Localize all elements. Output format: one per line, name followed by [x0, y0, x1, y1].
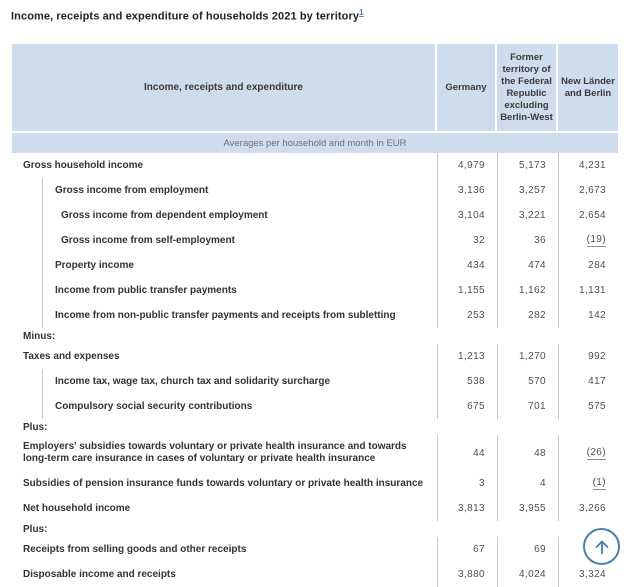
cell-value: 5,173	[497, 153, 558, 178]
cell-value: 1,162	[497, 278, 558, 303]
cell-value: 282	[497, 303, 558, 328]
row-label: Gross income from dependent employment	[42, 203, 437, 228]
table-row	[12, 203, 618, 228]
cell-value: 3,955	[497, 496, 558, 521]
cell-value: 4,231	[558, 153, 618, 178]
households-income-table	[12, 44, 618, 587]
cell-value: 3,136	[437, 178, 497, 203]
page-title-text: Income, receipts and expenditure of households 2021 by territory	[11, 10, 360, 23]
cell-value: 701	[497, 394, 558, 419]
cell-value: 1,213	[437, 344, 497, 369]
cell-value: 1,270	[497, 344, 558, 369]
table-row	[12, 253, 618, 278]
table-body	[12, 153, 618, 587]
table-subheader: Averages per household and month in EUR	[12, 133, 618, 153]
table-row	[12, 562, 618, 587]
table-row	[12, 303, 618, 328]
cell-value: 4,979	[437, 153, 497, 178]
row-label: Disposable income and receipts	[23, 568, 176, 580]
row-label: Gross income from self-employment	[42, 228, 437, 253]
cell-value: 2,673	[558, 178, 618, 203]
table-row	[12, 278, 618, 303]
page-title	[11, 8, 364, 23]
table-row	[12, 178, 618, 203]
group-label-row	[12, 419, 618, 435]
cell-value: 67	[437, 537, 497, 562]
row-label: Income from public transfer payments	[42, 278, 437, 303]
row-label: Subsidies of pension insurance funds towards voluntary or private health insurance	[23, 477, 424, 489]
group-label: Minus:	[23, 330, 56, 342]
cell-value: 3,257	[497, 178, 558, 203]
cell-value: 4,024	[497, 562, 558, 587]
table-row	[12, 394, 618, 419]
cell-value: 3,813	[437, 496, 497, 521]
cell-value	[558, 435, 618, 471]
cell-value: 474	[497, 253, 558, 278]
cell-value: 1,155	[437, 278, 497, 303]
cell-value: 253	[437, 303, 497, 328]
cell-value: 3,221	[497, 203, 558, 228]
table-row	[12, 228, 618, 253]
row-label: Income tax, wage tax, church tax and solidarity surcharge	[42, 369, 437, 394]
table-header-row	[12, 44, 618, 131]
table-row	[12, 537, 618, 562]
table-row	[12, 435, 618, 471]
cell-value: 538	[437, 369, 497, 394]
column-header-former-territory: Former territory of the Federal Republic excluding Berlin-West	[497, 44, 556, 131]
cell-value	[558, 471, 618, 496]
row-label: Compulsory social security contributions	[42, 394, 437, 419]
cell-value: 4	[497, 471, 558, 496]
group-label-row	[12, 328, 618, 344]
group-label: Plus:	[23, 421, 48, 433]
cell-value: 570	[497, 369, 558, 394]
cell-value: 3	[437, 471, 497, 496]
table-row	[12, 153, 618, 178]
table-row	[12, 496, 618, 521]
cell-value: 992	[558, 344, 618, 369]
cell-value: 675	[437, 394, 497, 419]
cell-value: 2,654	[558, 203, 618, 228]
row-label: Employers' subsidies towards voluntary or private health insurance and towards long-term care insurance in cases of voluntary or private health insurance	[23, 441, 407, 464]
cell-value: 44	[437, 435, 497, 471]
scroll-to-top-button[interactable]	[583, 528, 620, 565]
cell-value: 3,104	[437, 203, 497, 228]
row-label: Income from non-public transfer payments and receipts from subletting	[42, 303, 437, 328]
footnote-link[interactable]: 1	[359, 8, 364, 17]
qualified-value: (1)	[592, 477, 606, 488]
row-label: Gross household income	[23, 159, 144, 171]
cell-value: 32	[437, 228, 497, 253]
cell-value: 36	[497, 228, 558, 253]
row-label: Gross income from employment	[42, 178, 437, 203]
cell-value: 417	[558, 369, 618, 394]
arrow-up-icon	[591, 536, 613, 558]
cell-value: 3,266	[558, 496, 618, 521]
cell-value: 284	[558, 253, 618, 278]
cell-value: 1,131	[558, 278, 618, 303]
cell-value: 575	[558, 394, 618, 419]
column-header-germany: Germany	[437, 44, 495, 131]
table-row	[12, 344, 618, 369]
table-row	[12, 471, 618, 496]
group-label-row	[12, 521, 618, 537]
cell-value: 3,324	[558, 562, 618, 587]
column-header-label: Income, receipts and expenditure	[12, 44, 435, 131]
row-label: Property income	[42, 253, 437, 278]
qualified-value: (19)	[586, 234, 606, 245]
cell-value: 69	[497, 537, 558, 562]
row-label: Taxes and expenses	[23, 350, 120, 362]
table-row	[12, 369, 618, 394]
cell-value: 434	[437, 253, 497, 278]
cell-value: 142	[558, 303, 618, 328]
column-header-new-laender: New Länder and Berlin	[558, 44, 618, 131]
row-label: Receipts from selling goods and other receipts	[23, 543, 247, 555]
cell-value: 3,880	[437, 562, 497, 587]
group-label: Plus:	[23, 523, 48, 535]
cell-value	[558, 228, 618, 253]
cell-value: 48	[497, 435, 558, 471]
qualified-value: (26)	[586, 446, 606, 458]
row-label: Net household income	[23, 502, 131, 514]
